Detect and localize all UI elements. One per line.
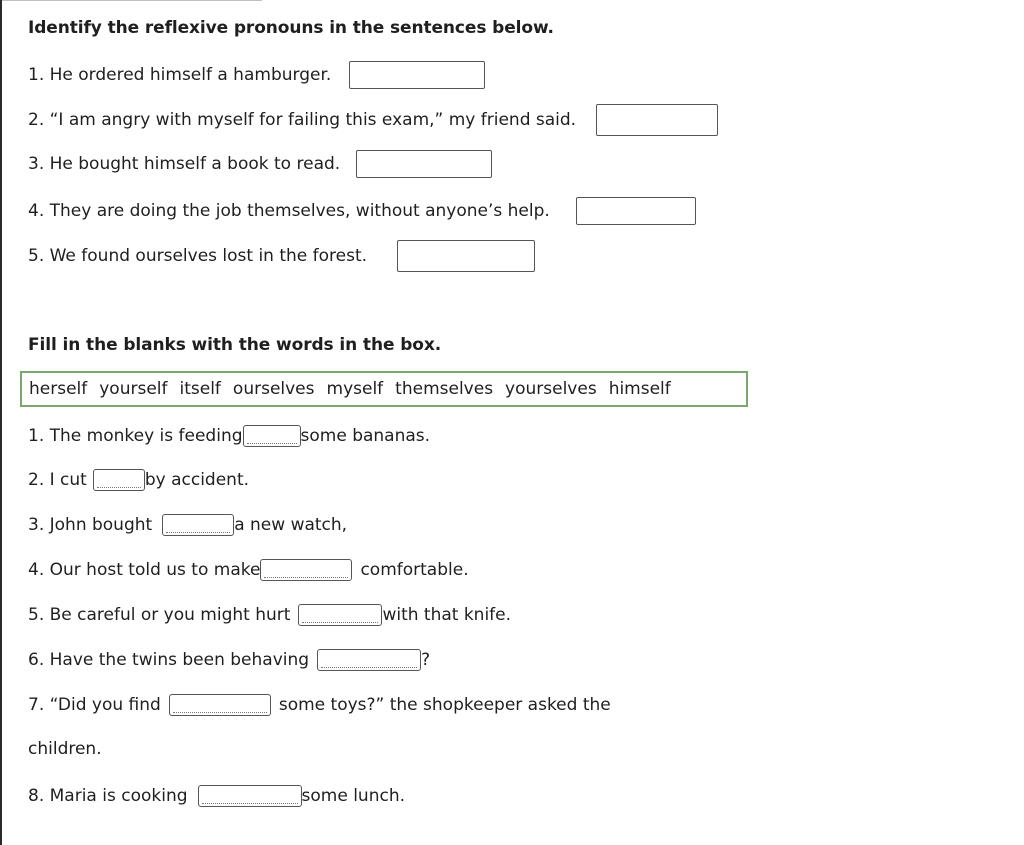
s2-item-4-after: comfortable. <box>360 560 469 580</box>
word-bank-box <box>20 371 748 407</box>
s2-item-2-before: 2. I cut <box>28 470 87 490</box>
s2-item-5-before: 5. Be careful or you might hurt <box>28 605 291 625</box>
s1-item-3-text: 3. He bought himself a book to read. <box>28 154 341 174</box>
s2-blank-8[interactable] <box>198 785 302 807</box>
word-bank-item: myself <box>326 379 384 399</box>
s2-blank-3[interactable] <box>162 514 234 536</box>
s2-blank-1[interactable] <box>243 425 301 447</box>
s2-item-6 <box>28 647 430 673</box>
s2-item-4 <box>28 557 469 583</box>
section1-heading: Identify the reflexive pronouns in the sentences below. <box>28 18 554 38</box>
word-bank-item: themselves <box>395 379 494 399</box>
s1-item-5-text: 5. We found ourselves lost in the forest. <box>28 246 368 266</box>
s2-item-4-before: 4. Our host told us to make <box>28 560 261 580</box>
s2-item-6-after: ? <box>421 650 431 670</box>
s2-blank-7[interactable] <box>169 694 271 716</box>
s2-item-1 <box>28 423 430 449</box>
s2-blank-6[interactable] <box>317 649 421 671</box>
s2-item-5 <box>28 602 511 628</box>
s2-item-8 <box>28 783 405 809</box>
s1-answer-box-2[interactable] <box>596 104 718 136</box>
s1-answer-box-1[interactable] <box>349 61 485 89</box>
top-rule <box>2 0 262 1</box>
s2-item-1-after: some bananas. <box>300 426 431 446</box>
s2-item-8-after: some lunch. <box>301 786 405 806</box>
s1-answer-box-5[interactable] <box>397 240 535 272</box>
s2-item-3-before: 3. John bought <box>28 515 153 535</box>
word-bank-item: herself <box>29 379 88 399</box>
word-bank-item: itself <box>179 379 221 399</box>
s1-item-2-text: 2. “I am angry with myself for failing this exam,” my friend said. <box>28 110 577 130</box>
s2-item-7-after: some toys?” the shopkeeper asked the <box>278 695 611 715</box>
s2-item-7 <box>28 692 611 718</box>
word-bank-item: ourselves <box>232 379 315 399</box>
s1-item-1 <box>28 62 485 88</box>
s1-answer-box-4[interactable] <box>576 197 696 225</box>
s2-item-8-before: 8. Maria is cooking <box>28 786 188 806</box>
s1-item-1-text: 1. He ordered himself a hamburger. <box>28 65 332 85</box>
s2-item-1-before: 1. The monkey is feeding <box>28 426 243 446</box>
s1-item-4-text: 4. They are doing the job themselves, without anyone’s help. <box>28 201 550 221</box>
s1-item-2 <box>28 107 718 133</box>
s2-item-5-after: with that knife. <box>382 605 512 625</box>
s1-item-3 <box>28 151 492 177</box>
s2-item-3 <box>28 512 347 538</box>
s1-item-4 <box>28 198 696 224</box>
word-bank-item: himself <box>608 379 671 399</box>
s1-answer-box-3[interactable] <box>356 150 492 178</box>
s2-blank-5[interactable] <box>298 604 382 626</box>
s2-item-6-before: 6. Have the twins been behaving <box>28 650 310 670</box>
word-bank-item: yourself <box>99 379 168 399</box>
s2-item-7-before: 7. “Did you find <box>28 695 161 715</box>
s2-blank-2[interactable] <box>93 469 145 491</box>
s2-item-2-after: by accident. <box>144 470 250 490</box>
s2-item-2 <box>28 467 249 493</box>
s2-item-3-after: a new watch, <box>234 515 348 535</box>
s2-blank-4[interactable] <box>260 559 352 581</box>
section2-heading: Fill in the blanks with the words in the box. <box>28 335 442 355</box>
s2-item-7-continuation: children. <box>28 739 102 759</box>
word-bank-item: yourselves <box>505 379 597 399</box>
s1-item-5 <box>28 243 535 269</box>
